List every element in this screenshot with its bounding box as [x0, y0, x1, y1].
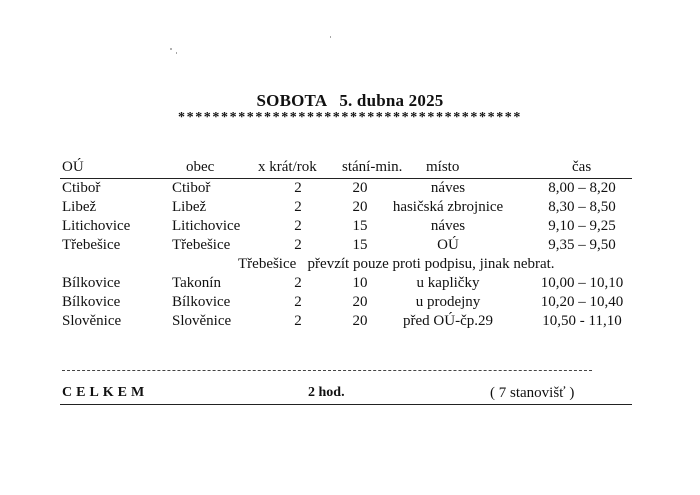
- cell-stani: 15: [352, 218, 368, 234]
- cell-ou: Třebešice: [62, 237, 121, 253]
- cell-misto: náves: [430, 180, 466, 196]
- cell-obec: Slověnice: [172, 313, 232, 329]
- cell-ou: Libež: [62, 199, 97, 215]
- total-stations: ( 7 stanovišť ): [490, 385, 575, 401]
- cell-krat: 2: [294, 313, 302, 329]
- total-label: CELKEM: [62, 385, 149, 400]
- star-divider: ****************************************: [178, 110, 522, 125]
- total-hours: 2 hod.: [308, 385, 345, 400]
- cell-krat: 2: [294, 237, 302, 253]
- cell-misto: OÚ: [437, 237, 459, 253]
- cell-obec: Bílkovice: [172, 294, 231, 310]
- title-date: 5. dubna 2025: [339, 91, 444, 110]
- column-header-krat: x krát/rok: [258, 159, 317, 175]
- cell-misto: u kapličky: [416, 275, 480, 291]
- cell-krat: 2: [294, 180, 302, 196]
- cell-cas: 10,50 - 11,10: [542, 313, 622, 329]
- cell-cas: 9,35 – 9,50: [548, 237, 616, 253]
- cell-obec: Ctiboř: [172, 180, 211, 196]
- column-header-misto: místo: [426, 159, 460, 175]
- cell-obec: Litichovice: [172, 218, 241, 234]
- cell-ou: Ctiboř: [62, 180, 101, 196]
- cell-obec: Třebešice: [172, 237, 231, 253]
- column-header-cas: čas: [572, 159, 592, 175]
- column-header-stani: stání-min.: [342, 159, 403, 175]
- cell-misto: u prodejny: [415, 294, 481, 310]
- cell-krat: 2: [294, 199, 302, 215]
- cell-cas: 10,00 – 10,10: [540, 275, 624, 291]
- column-header-obec: obec: [186, 159, 215, 175]
- cell-ou: Bílkovice: [62, 294, 121, 310]
- cell-misto: náves: [430, 218, 466, 234]
- cell-ou: Slověnice: [62, 313, 122, 329]
- cell-cas: 9,10 – 9,25: [548, 218, 616, 234]
- cell-obec: Libež: [172, 199, 207, 215]
- cell-krat: 2: [294, 294, 302, 310]
- cell-stani: 20: [352, 180, 368, 196]
- cell-obec: Takonín: [172, 275, 221, 291]
- cell-krat: 2: [294, 275, 302, 291]
- cell-cas: 8,30 – 8,50: [548, 199, 616, 215]
- footer-rule: [60, 404, 632, 405]
- dashed-divider: [62, 370, 592, 371]
- scan-speck: [170, 48, 172, 50]
- cell-ou: Litichovice: [62, 218, 131, 234]
- cell-ou: Bílkovice: [62, 275, 121, 291]
- cell-stani: 15: [352, 237, 368, 253]
- title-day: SOBOTA: [256, 91, 328, 110]
- cell-stani: 20: [352, 313, 368, 329]
- page-title: [0, 91, 700, 111]
- table-note: Třebešice převzít pouze proti podpisu, jinak nebrat.: [238, 256, 555, 272]
- scan-speck: [176, 52, 177, 54]
- cell-cas: 10,20 – 10,40: [540, 294, 624, 310]
- cell-cas: 8,00 – 8,20: [548, 180, 616, 196]
- cell-misto: před OÚ-čp.29: [403, 313, 493, 329]
- column-header-ou: OÚ: [62, 159, 84, 175]
- scan-speck: [330, 36, 331, 38]
- cell-krat: 2: [294, 218, 302, 234]
- cell-misto: hasičská zbrojnice: [392, 199, 504, 215]
- cell-stani: 20: [352, 294, 368, 310]
- cell-stani: 10: [352, 275, 368, 291]
- cell-stani: 20: [352, 199, 368, 215]
